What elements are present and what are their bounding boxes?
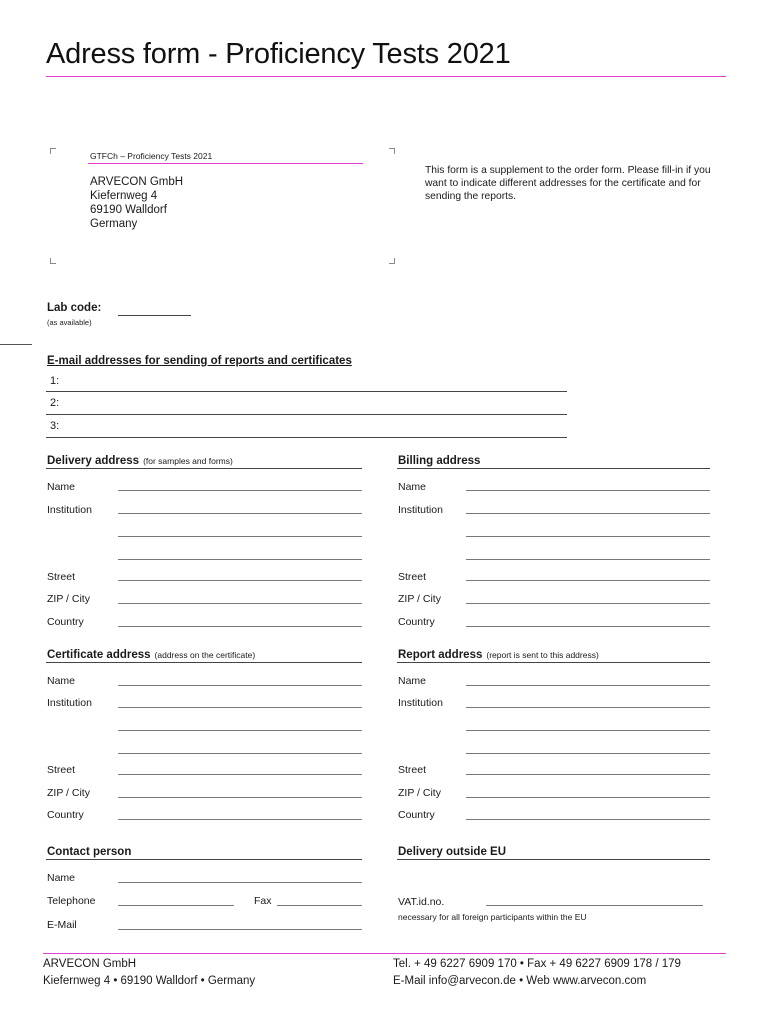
delivery-institution-input-3[interactable]	[118, 559, 362, 560]
delivery-institution-label: Institution	[47, 504, 92, 516]
delivery-address-heading	[47, 455, 233, 467]
footer-company-name: ARVECON GmbH	[43, 958, 137, 970]
report-note: (report is sent to this address)	[486, 650, 599, 660]
report-title: Report address	[398, 649, 483, 661]
billing-institution-label: Institution	[398, 504, 443, 516]
recipient-name: ARVECON GmbH	[90, 176, 184, 188]
delivery-street-label: Street	[47, 571, 76, 583]
contact-heading-rule	[46, 859, 362, 860]
report-zip-label: ZIP / City	[398, 787, 441, 799]
certificate-street-label: Street	[47, 764, 76, 776]
certificate-note: (address on the certificate)	[154, 650, 256, 660]
report-institution-input-3[interactable]	[466, 753, 710, 754]
email-row-label-1: 1:	[50, 375, 60, 387]
billing-country-input[interactable]	[466, 626, 710, 627]
certificate-institution-input-3[interactable]	[118, 753, 362, 754]
certificate-zip-input[interactable]	[118, 797, 362, 798]
delivery-name-input[interactable]	[118, 490, 362, 491]
report-street-input[interactable]	[466, 774, 710, 775]
certificate-institution-label: Institution	[47, 697, 92, 709]
certificate-name-input[interactable]	[118, 685, 362, 686]
certificate-street-input[interactable]	[118, 774, 362, 775]
certificate-country-input[interactable]	[118, 819, 362, 820]
certificate-name-label: Name	[47, 675, 76, 687]
report-name-input[interactable]	[466, 685, 710, 686]
report-name-label: Name	[398, 675, 427, 687]
lab-code-label: Lab code:	[47, 302, 102, 314]
lab-code-input[interactable]	[118, 315, 191, 316]
delivery-zip-label: ZIP / City	[47, 593, 90, 605]
certificate-country-label: Country	[47, 809, 84, 821]
contact-email-label: E-Mail	[47, 919, 77, 931]
delivery-zip-input[interactable]	[118, 603, 362, 604]
corner-mark-bottom-right	[389, 258, 395, 264]
vat-label: VAT.id.no.	[398, 896, 445, 908]
report-street-label: Street	[398, 764, 427, 776]
footer-company-address: Kiefernweg 4 • 69190 Walldorf • Germany	[43, 975, 256, 987]
billing-name-input[interactable]	[466, 490, 710, 491]
report-zip-input[interactable]	[466, 797, 710, 798]
report-address-heading	[398, 649, 599, 661]
contact-email-input[interactable]	[118, 929, 362, 930]
recipient-city: 69190 Walldorf	[90, 204, 167, 216]
delivery-street-input[interactable]	[118, 580, 362, 581]
recipient-street: Kiefernweg 4	[90, 190, 158, 202]
outside-eu-heading-rule	[397, 859, 710, 860]
billing-institution-input-3[interactable]	[466, 559, 710, 560]
lab-code-sublabel: (as available)	[47, 318, 92, 327]
recipient-address	[90, 175, 183, 231]
delivery-institution-input-2[interactable]	[118, 536, 362, 537]
certificate-institution-input-1[interactable]	[118, 707, 362, 708]
delivery-note: (for samples and forms)	[143, 456, 233, 466]
corner-mark-top-right	[389, 148, 395, 154]
corner-mark-bottom-left	[50, 258, 56, 264]
email-input-1[interactable]	[46, 391, 567, 392]
footer-contact	[393, 956, 681, 990]
contact-fax-label: Fax	[254, 895, 272, 907]
email-input-2[interactable]	[46, 414, 567, 415]
email-row-label-3: 3:	[50, 420, 60, 432]
report-country-input[interactable]	[466, 819, 710, 820]
billing-name-label: Name	[398, 481, 427, 493]
recipient-country: Germany	[90, 218, 138, 230]
delivery-country-label: Country	[47, 616, 84, 628]
fold-mark	[0, 344, 32, 345]
billing-country-label: Country	[398, 616, 435, 628]
vat-note: necessary for all foreign participants within the EU	[398, 912, 587, 922]
footer-company	[43, 956, 255, 990]
certificate-address-heading	[47, 649, 255, 661]
outside-eu-heading: Delivery outside EU	[398, 846, 507, 858]
delivery-title: Delivery address	[47, 455, 140, 467]
footer-rule	[43, 953, 726, 954]
certificate-zip-label: ZIP / City	[47, 787, 90, 799]
certificate-institution-input-2[interactable]	[118, 730, 362, 731]
email-row-label-2: 2:	[50, 397, 60, 409]
billing-institution-input-1[interactable]	[466, 513, 710, 514]
email-input-3[interactable]	[46, 437, 567, 438]
report-institution-input-1[interactable]	[466, 707, 710, 708]
email-heading: E-mail addresses for sending of reports and certificates	[47, 355, 352, 367]
certificate-heading-rule	[46, 662, 362, 663]
report-institution-label: Institution	[398, 697, 443, 709]
title-rule	[46, 76, 726, 77]
contact-fax-input[interactable]	[277, 905, 362, 906]
sender-rule	[88, 163, 363, 164]
intro-text: This form is a supplement to the order form. Please fill-in if you want to indicate different addresses for the certificate and for sending the reports.	[425, 165, 711, 202]
report-country-label: Country	[398, 809, 435, 821]
contact-telephone-label: Telephone	[47, 895, 96, 907]
delivery-institution-input-1[interactable]	[118, 513, 362, 514]
contact-person-heading: Contact person	[47, 846, 132, 858]
page-title: Adress form - Proficiency Tests 2021	[46, 38, 511, 70]
certificate-title: Certificate address	[47, 649, 151, 661]
delivery-name-label: Name	[47, 481, 76, 493]
billing-zip-label: ZIP / City	[398, 593, 441, 605]
billing-zip-input[interactable]	[466, 603, 710, 604]
billing-heading-rule	[397, 468, 710, 469]
corner-mark-top-left	[50, 148, 56, 154]
report-heading-rule	[397, 662, 710, 663]
footer-email-web: E-Mail info@arvecon.de • Web www.arvecon.com	[393, 975, 647, 987]
footer-phone-fax: Tel. + 49 6227 6909 170 • Fax + 49 6227 6909 178 / 179	[393, 958, 681, 970]
delivery-heading-rule	[46, 468, 362, 469]
delivery-country-input[interactable]	[118, 626, 362, 627]
contact-telephone-input[interactable]	[118, 905, 234, 906]
billing-address-heading: Billing address	[398, 455, 481, 467]
vat-input[interactable]	[486, 905, 703, 906]
billing-street-label: Street	[398, 571, 427, 583]
contact-name-label: Name	[47, 872, 76, 884]
billing-institution-input-2[interactable]	[466, 536, 710, 537]
contact-name-input[interactable]	[118, 882, 362, 883]
report-institution-input-2[interactable]	[466, 730, 710, 731]
billing-street-input[interactable]	[466, 580, 710, 581]
sender-line: GTFCh – Proficiency Tests 2021	[90, 151, 213, 161]
